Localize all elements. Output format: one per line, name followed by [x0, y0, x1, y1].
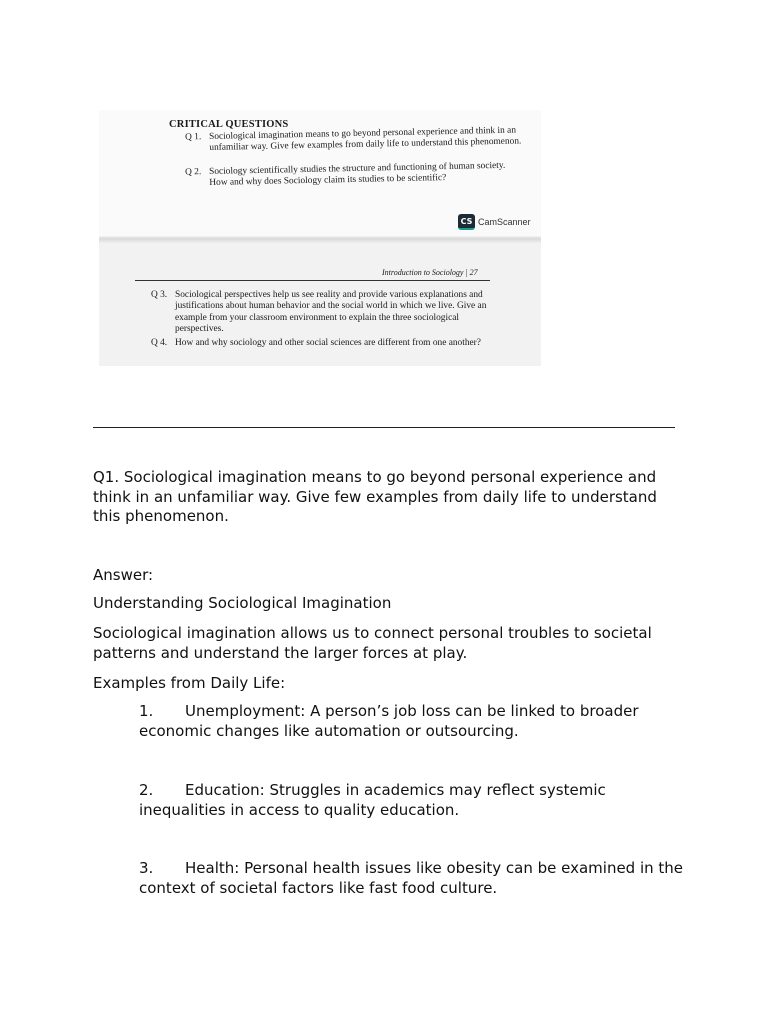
section-subheading: Understanding Sociological Imagination: [93, 594, 392, 612]
list-item-number: 1.: [139, 702, 154, 720]
scan-question-4: [151, 338, 491, 349]
scan-page-header: Introduction to Sociology | 27: [382, 268, 478, 277]
scan-question-4-number: Q 4.: [151, 338, 168, 348]
scan-question-1-number: Q 1.: [185, 132, 202, 143]
camscanner-logo: [458, 214, 531, 230]
scan-question-1-text: Sociological imagination means to go beyond personal experience and think in an unfamiliar way. Give few examples from daily life to understand this phenomenon.: [209, 125, 522, 154]
question-text: Q1. Sociological imagination means to go beyond personal experience and think in an unfamiliar way. Give few examples from daily life to understand this phenomenon.: [93, 468, 657, 525]
camscanner-label: CamScanner: [478, 217, 531, 227]
examples-heading: Examples from Daily Life:: [93, 674, 286, 692]
list-item: [139, 781, 684, 820]
list-item-number: 3.: [139, 859, 154, 877]
scanned-textbook-image: [99, 110, 541, 366]
list-item-text: Health: Personal health issues like obesity can be examined in the context of societal factors like fast food culture.: [139, 859, 684, 897]
scan-header-rule: [135, 280, 490, 281]
scan-question-2-text: Sociology scientifically studies the structure and functioning of human society. How and why does Sociology claim its studies to be scientific?: [209, 160, 506, 189]
list-item-text: Education: Struggles in academics may reflect systemic inequalities in access to quality education.: [139, 781, 606, 819]
list-item: [139, 702, 684, 741]
camscanner-icon: CS: [458, 214, 475, 230]
list-item-number: 2.: [139, 781, 154, 799]
horizontal-divider: [93, 427, 675, 428]
intro-paragraph: Sociological imagination allows us to connect personal troubles to societal patterns and understand the larger forces at play.: [93, 624, 652, 662]
scan-question-3: [151, 290, 491, 336]
answer-label: Answer:: [93, 566, 154, 584]
scan-page-separator: [99, 235, 541, 244]
scan-question-3-text: Sociological perspectives help us see reality and provide various explanations and justifications about human behavior and the social world in which we live. Give an example from your classroom environment to explain the three sociological perspectives.: [175, 290, 487, 335]
scan-question-4-text: How and why sociology and other social sciences are different from one another?: [175, 338, 481, 348]
list-item: [139, 859, 684, 898]
scan-question-2-number: Q 2.: [185, 167, 202, 178]
list-item-text: Unemployment: A person’s job loss can be linked to broader economic changes like automation or outsourcing.: [139, 702, 639, 740]
scan-question-3-number: Q 3.: [151, 290, 168, 300]
critical-questions-heading: CRITICAL QUESTIONS: [169, 119, 289, 130]
